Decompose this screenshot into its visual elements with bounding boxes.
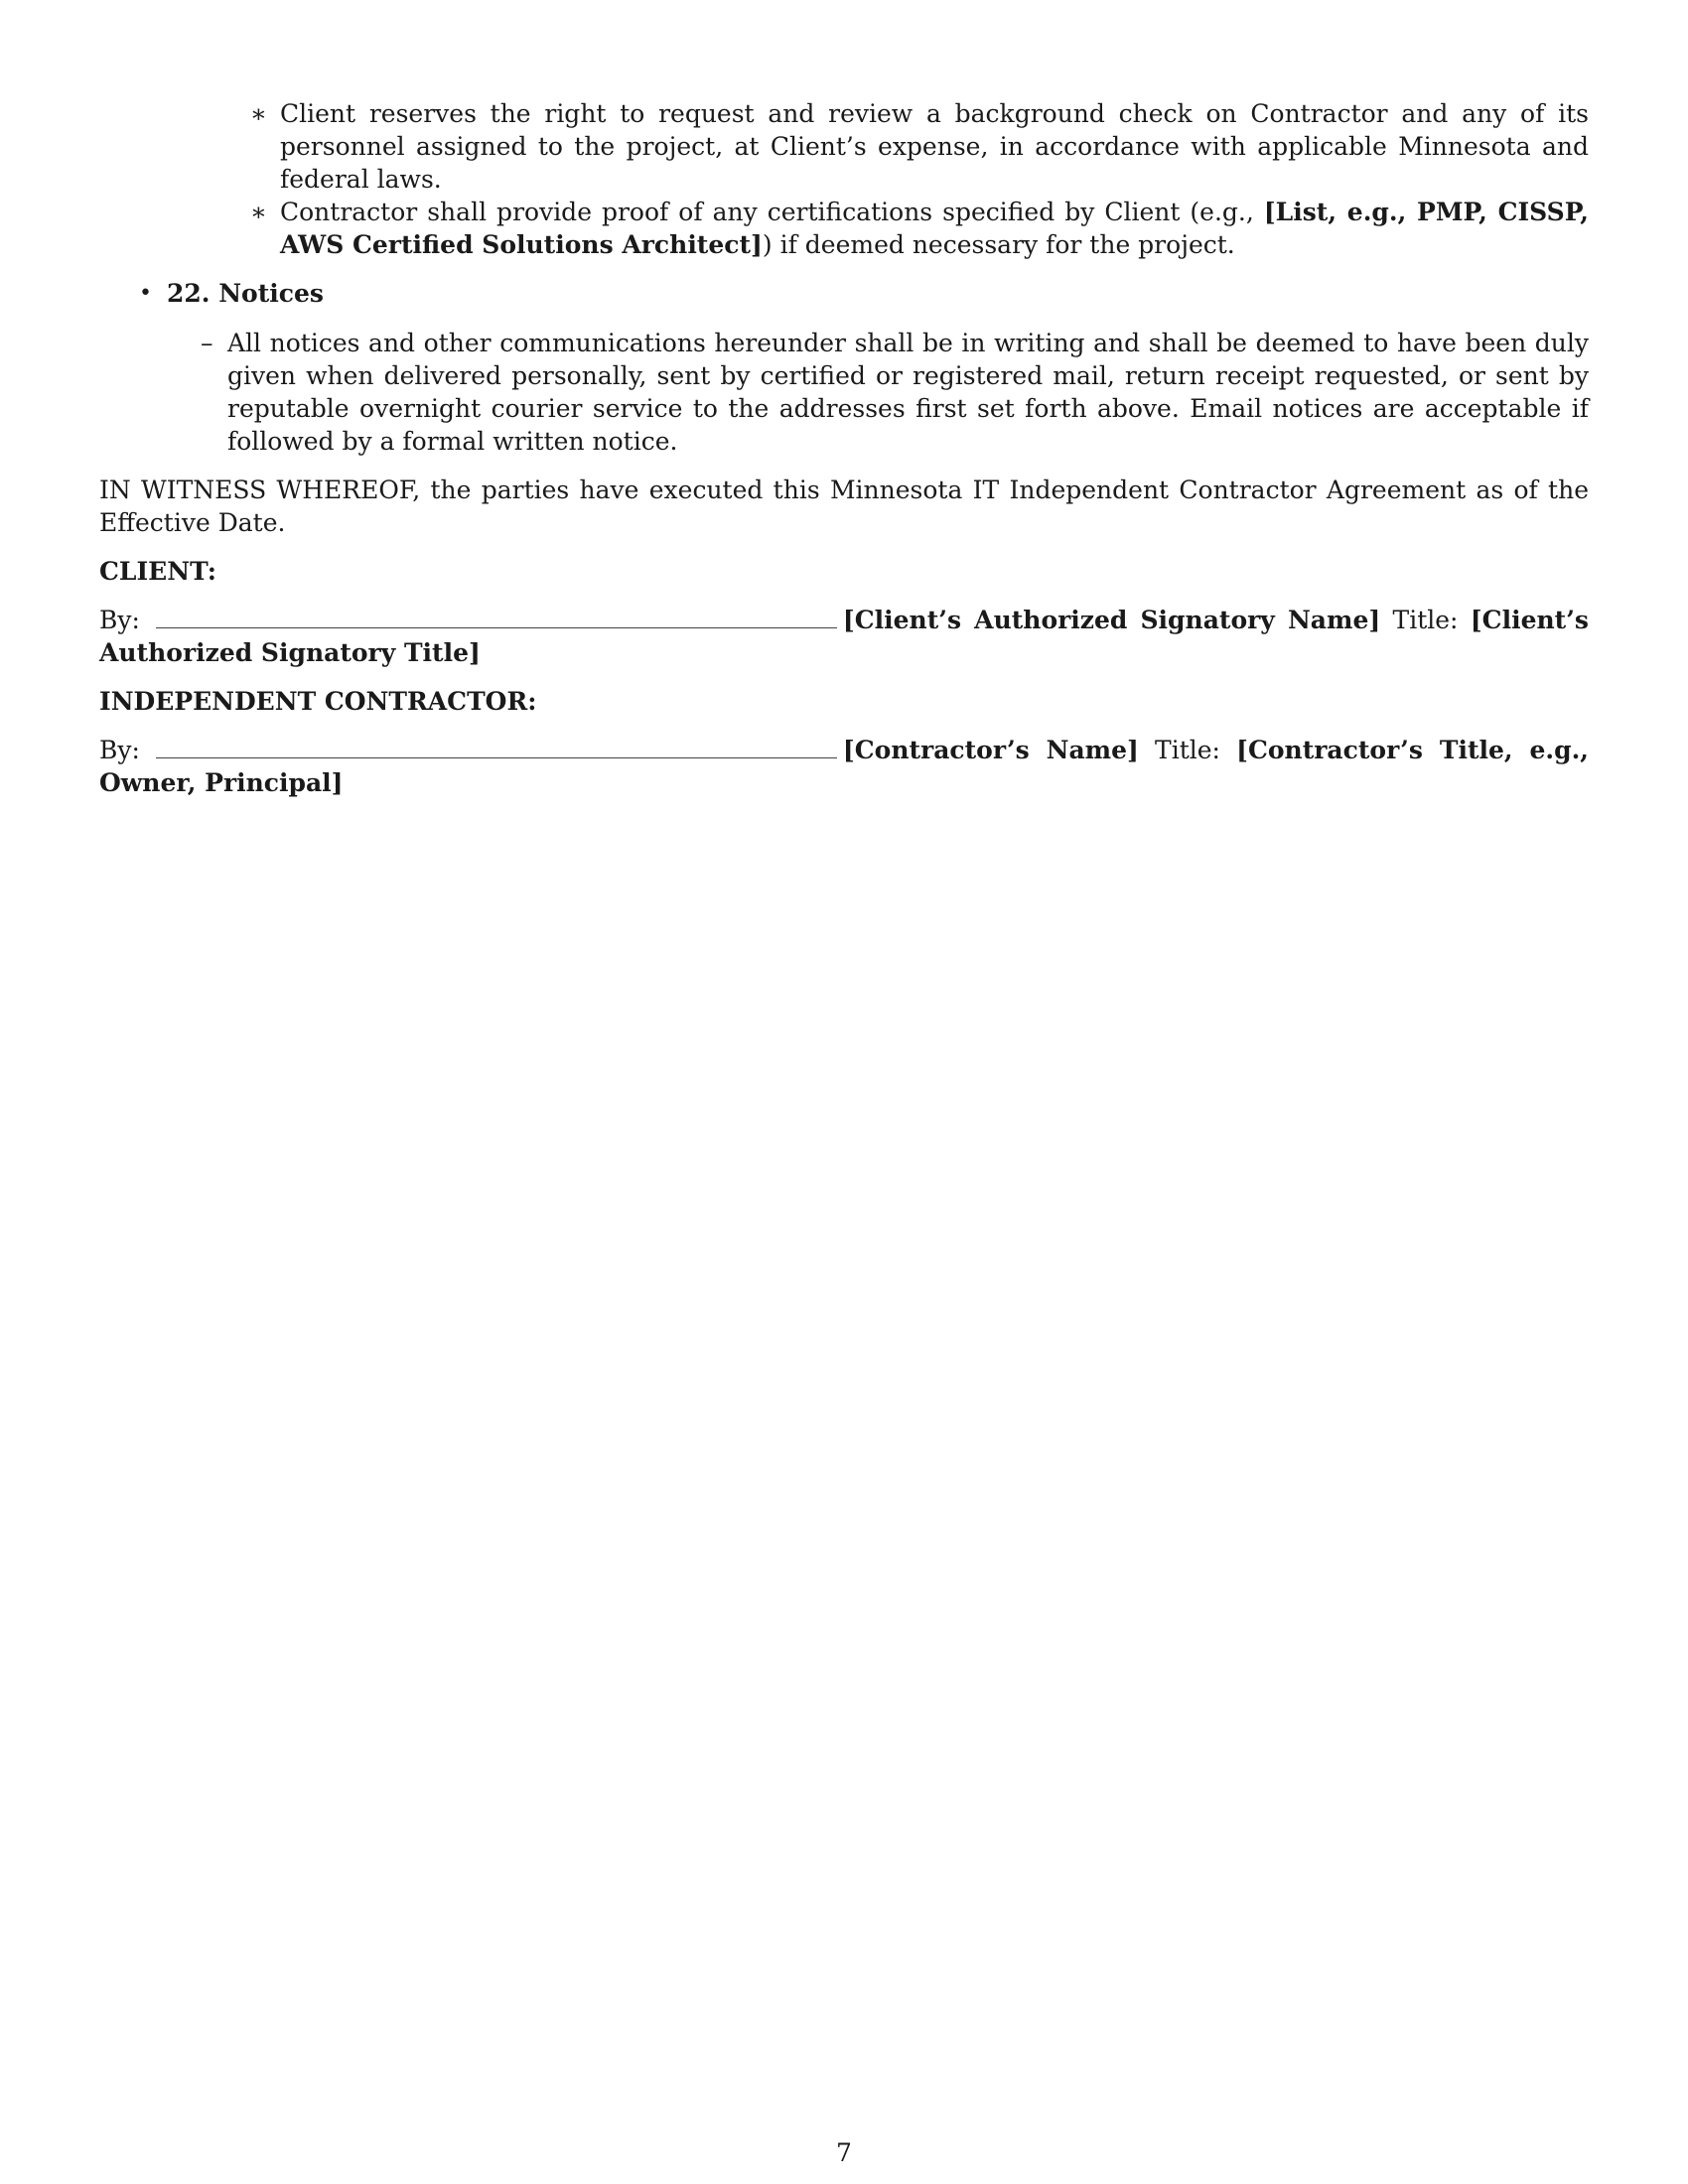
client-signature-line[interactable] — [156, 604, 837, 628]
client-signatory-name: [Client’s Authorized Signatory Name] — [842, 606, 1381, 634]
client-by-label: By: — [99, 606, 140, 634]
list-item-notices — [99, 327, 1589, 458]
certifications-text-a: Contractor shall provide proof of any certifications specified by Client (e.g., — [280, 198, 1264, 226]
document-page — [99, 97, 1589, 799]
asterisk-bullet-icon: ∗ — [250, 99, 267, 128]
notices-text: All notices and other communications hereunder shall be in writing and shall be deemed to have been duly given when delivered personally, sent by certified or registered mail, return receipt requested, or sent by reputable overnight courier service to the addresses first set forth above. Email notices are acceptable if followed by a formal written notice. — [227, 329, 1589, 456]
contractor-name: [Contractor’s Name] — [842, 736, 1139, 764]
client-title-label: Title: — [1392, 606, 1459, 634]
certifications-placeholder: [List, e.g., PMP, CISSP, AWS Certified Solutions Architect] — [280, 198, 1589, 259]
section-notices — [99, 277, 1589, 310]
contractor-signature-block — [99, 734, 1589, 799]
asterisk-bullet-icon: ∗ — [250, 198, 267, 226]
contractor-title: [Contractor’s Title, e.g., Owner, Principal] — [99, 736, 1589, 797]
section-heading: 22. Notices — [167, 279, 324, 308]
bullet-icon: • — [139, 281, 152, 306]
witness-paragraph: IN WITNESS WHEREOF, the parties have executed this Minnesota IT Independent Contractor Agreement as of the Effective Date. — [99, 476, 1589, 537]
page-number: 7 — [836, 2138, 852, 2167]
client-heading: CLIENT: — [99, 557, 217, 586]
dash-bullet-icon: – — [201, 329, 213, 357]
list-item-certifications — [99, 196, 1589, 261]
contractor-by-label: By: — [99, 736, 140, 764]
contractor-title-label: Title: — [1155, 736, 1220, 764]
contractor-heading: INDEPENDENT CONTRACTOR: — [99, 687, 537, 716]
list-item-background-check — [99, 97, 1589, 196]
contractor-signature-line[interactable] — [156, 734, 837, 758]
client-signatory-title: [Client’s Authorized Signatory Title] — [99, 606, 1589, 667]
client-signature-block — [99, 604, 1589, 669]
certifications-text-b: ) if deemed necessary for the project. — [762, 230, 1235, 259]
background-check-text: Client reserves the right to request and review a background check on Contractor and any of its personnel assigned to the project, at Client’s expense, in accordance with applicable Minnesota and federal laws. — [280, 99, 1589, 194]
